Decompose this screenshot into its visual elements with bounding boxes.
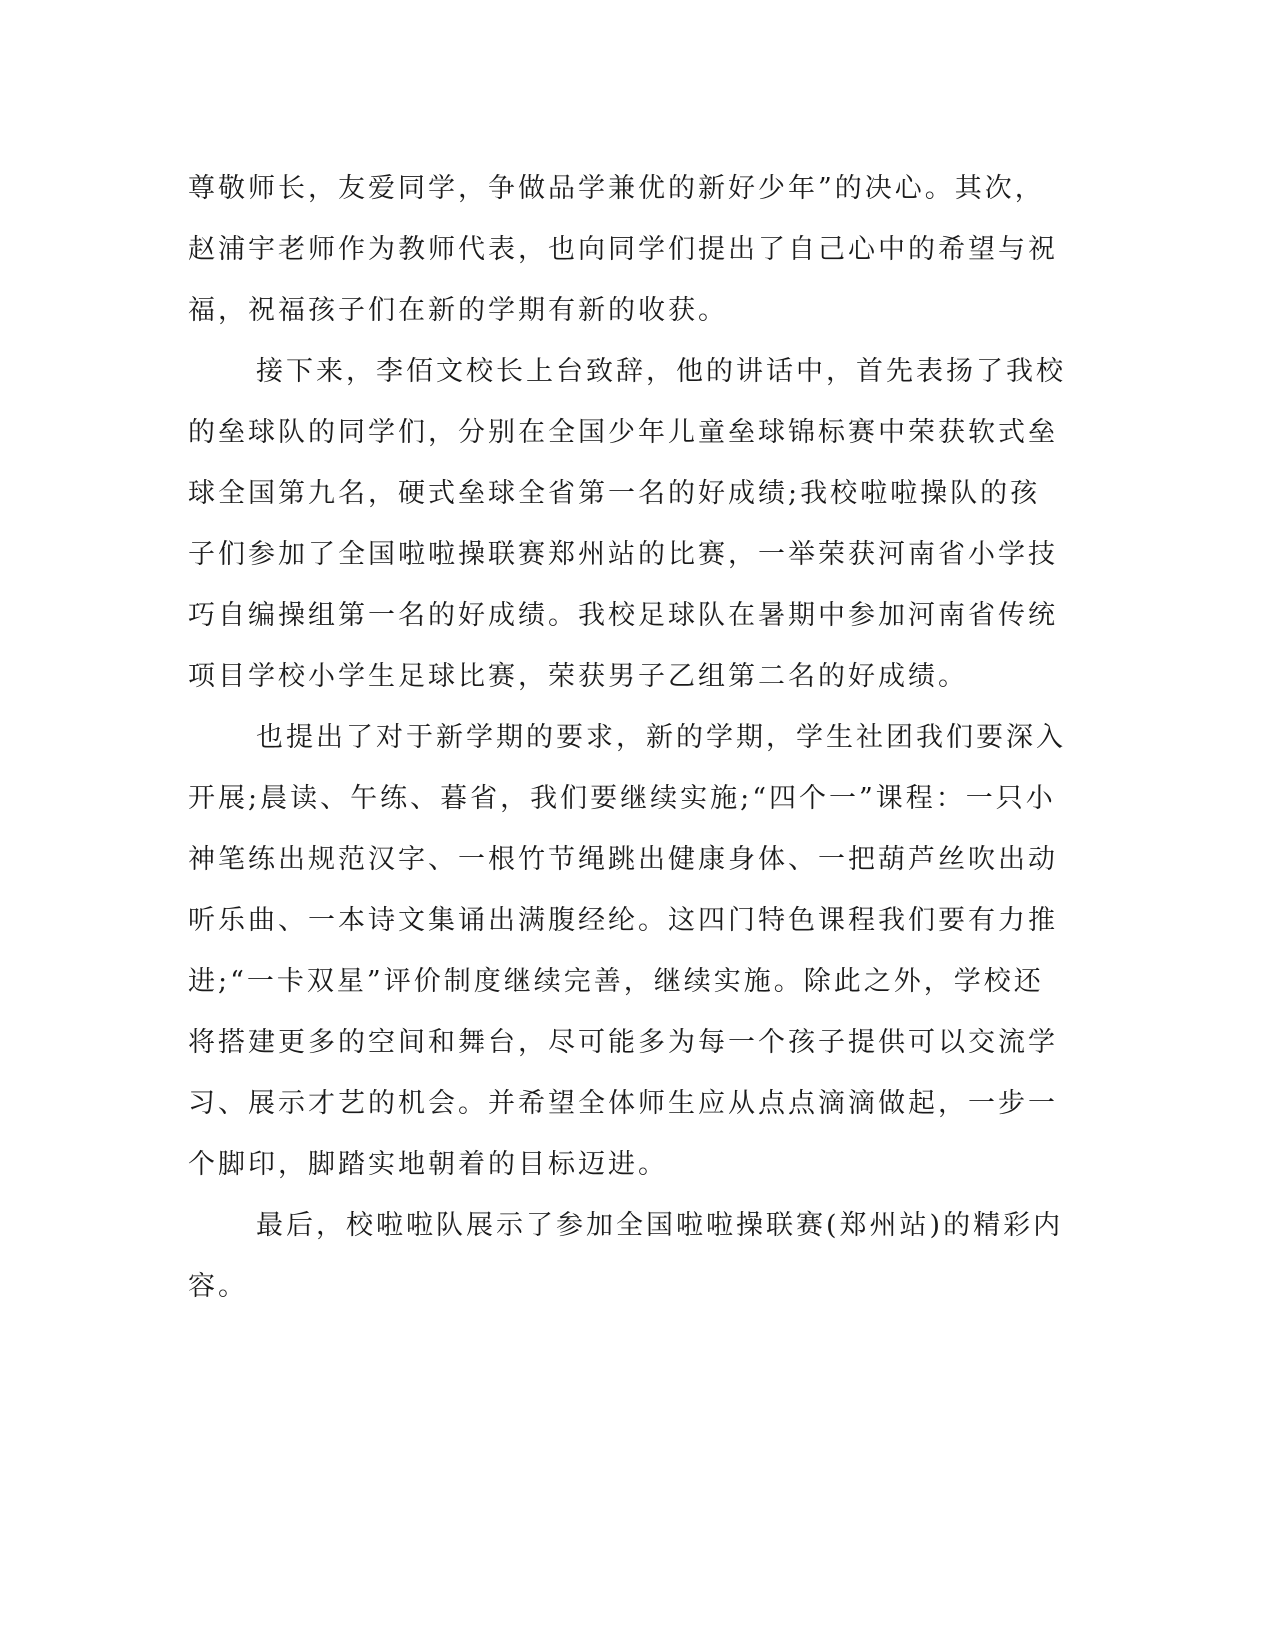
paragraph-4: 最后，校啦啦队展示了参加全国啦啦操联赛(郑州站)的精彩内容。 [188,1210,1064,1302]
paragraph-3: 也提出了对于新学期的要求，新的学期，学生社团我们要深入开展;晨读、午练、暮省，我们要继续实施;“四个一”课程：一只小神笔练出规范汉字、一根竹节绳跳出健康身体、一把葫芦丝吹出动听乐曲、一本诗文集诵出满腹经纶。这四门特色课程我们要有力推进;“一卡双星”评价制度继续完善，继续实施。除此之外，学校还将搭建更多的空间和舞台，尽可能多为每一个孩子提供可以交流学习、展示才艺的机会。并希望全体师生应从点点滴滴做起，一步一个脚印，脚踏实地朝着的目标迈进。 [188,722,1066,1180]
document-body [188,158,1068,1317]
paragraph-1: 尊敬师长，友爱同学，争做品学兼优的新好少年”的决心。其次，赵浦宇老师作为教师代表，也向同学们提出了自己心中的希望与祝福，祝福孩子们在新的学期有新的收获。 [188,173,1058,326]
paragraph-2: 接下来，李佰文校长上台致辞，他的讲话中，首先表扬了我校的垒球队的同学们，分别在全国少年儿童垒球锦标赛中荣获软式垒球全国第九名，硬式垒球全省第一名的好成绩;我校啦啦操队的孩子们参加了全国啦啦操联赛郑州站的比赛，一举荣获河南省小学技巧自编操组第一名的好成绩。我校足球队在暑期中参加河南省传统项目学校小学生足球比赛，荣获男子乙组第二名的好成绩。 [188,356,1066,692]
